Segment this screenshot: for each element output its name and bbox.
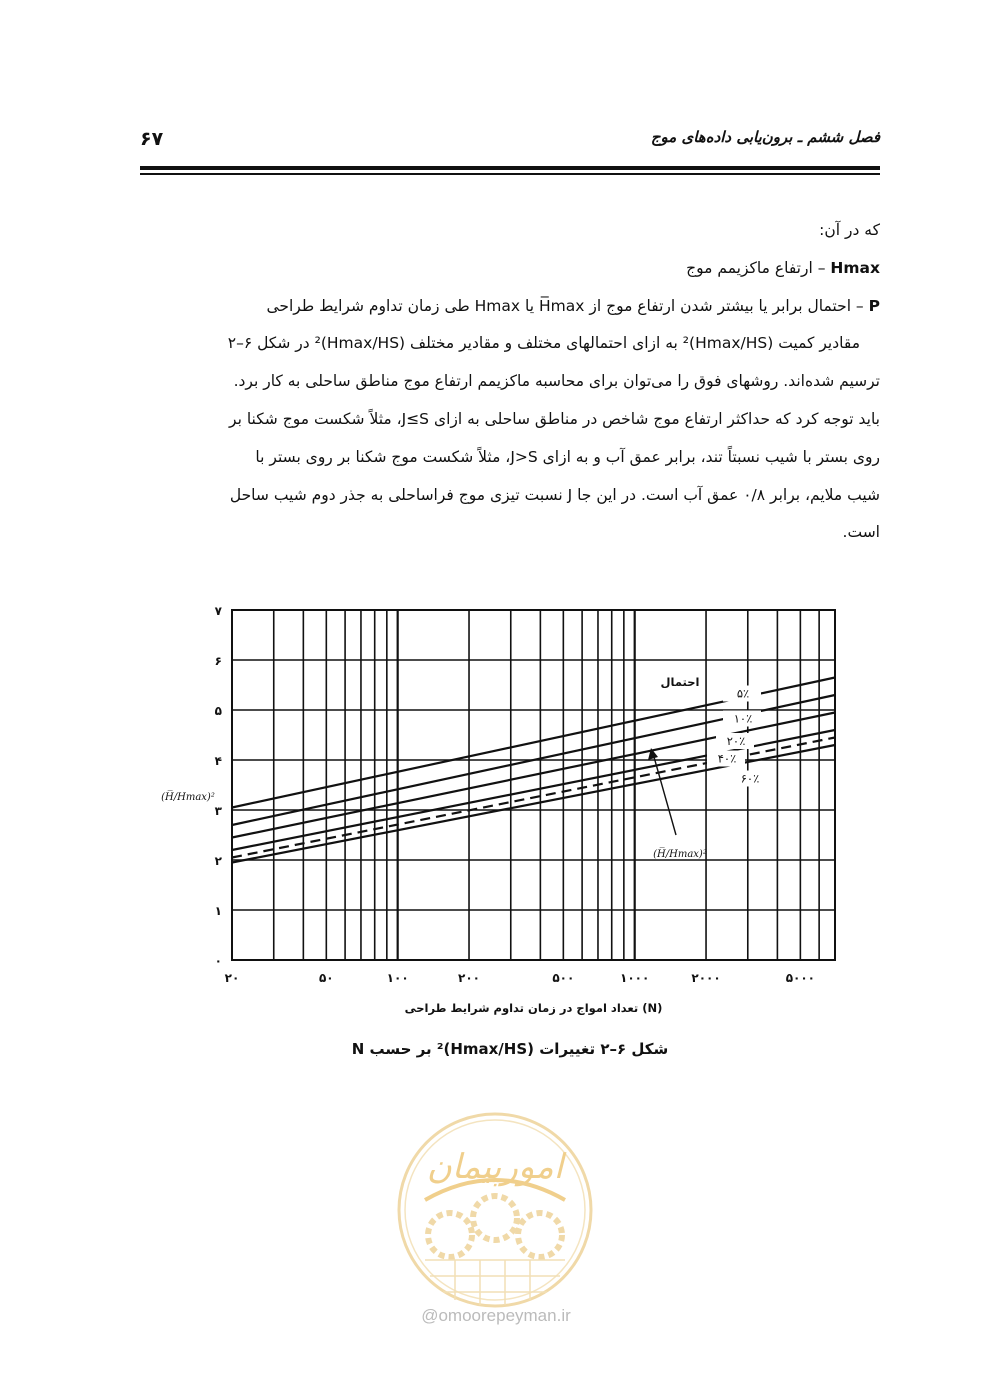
x-tick-label: ۵۰۰	[552, 971, 575, 985]
paragraph-line-3: باید توجه کرد که حداکثر ارتفاع موج شاخص در مناطق ساحلی به ازای J≤S، مثلاً شکست موج شکنا بر	[229, 409, 880, 428]
x-tick-label: ۵۰	[318, 971, 334, 985]
header-rule-thin	[140, 173, 880, 175]
figure-caption: شکل ۶–۲ تغییرات (Hmax/HS)² بر حسب N	[351, 1040, 669, 1058]
paragraph-line-6: است.	[842, 523, 880, 542]
var-p: P	[868, 296, 880, 315]
x-tick-label: ۲۰۰۰	[691, 971, 721, 985]
y-tick-label: ۲	[214, 854, 222, 868]
series-label: ۴۰٪	[717, 751, 737, 766]
y-tick-label: ۰	[214, 954, 222, 968]
running-title: فصل ششم ـ برون‌یابی داده‌های موج	[650, 128, 880, 146]
paragraph-line-4: روی بستر با شیب نسبتاً تند، برابر عمق آب و به ازای J>S، مثلاً شکست موج شکنا بر روی بستر با	[255, 447, 880, 466]
y-tick-label: ۷	[214, 604, 222, 618]
chart-svg	[160, 600, 860, 1020]
x-tick-label: ۲۰۰	[458, 971, 481, 985]
paragraph-line-1: مقادیر کمیت (Hmax/HS)² به ازای احتمالهای مختلف و مقادیر مختلف (Hmax/HS)² در شکل ۶–۲	[227, 334, 860, 353]
definition-hmax	[140, 250, 880, 288]
watermark-url: @omoorepeyman.ir	[421, 1306, 571, 1325]
legend-title: احتمال	[660, 675, 700, 689]
y-tick-label: ۴	[214, 754, 222, 768]
gear-right-icon	[518, 1213, 562, 1257]
definition-p	[140, 288, 880, 326]
y-tick-label: ۶	[214, 654, 222, 668]
y-axis-label: (H̅/Hmax)²	[161, 792, 215, 803]
logo-lettering: امورپیمان	[426, 1147, 564, 1187]
series-label: ۶۰٪	[740, 771, 760, 786]
body-text	[140, 212, 880, 552]
page-number: ۶۷	[140, 128, 164, 150]
logo-ring	[399, 1114, 591, 1306]
x-axis-label: (N) تعداد امواج در زمان تداوم شرایط طراحی	[404, 1001, 663, 1015]
intro-line: که در آن:	[819, 221, 880, 239]
logo-emblem	[385, 1100, 605, 1320]
figure-chart	[160, 600, 860, 1020]
series-label: ۱۰٪	[733, 711, 753, 726]
x-tick-label: ۱۰۰۰	[620, 971, 650, 985]
gear-left-icon	[428, 1213, 472, 1257]
y-tick-label: ۱	[214, 904, 222, 918]
logo-brick-grid	[425, 1260, 565, 1305]
var-hmax: Hmax	[830, 258, 880, 277]
x-tick-label: ۵۰۰۰	[785, 971, 816, 985]
definition-hmax-text: – ارتفاع ماکزیمم موج	[686, 258, 826, 277]
x-tick-label: ۱۰۰	[386, 971, 409, 985]
gear-center-icon	[473, 1196, 517, 1240]
y-tick-label: ۳	[214, 804, 222, 818]
pointer-label: (H̅/Hmax)²	[653, 849, 707, 860]
paragraph-line-5: شیب ملایم، برابر ۰/۸ عمق آب است. در این جا J نسبت تیزی موج فراساحلی به جذر دوم شیب ساحل	[229, 485, 880, 504]
y-tick-label: ۵	[214, 704, 222, 718]
x-tick-label: ۲۰	[224, 971, 240, 985]
header-rule-thick	[140, 166, 880, 170]
page-header	[140, 118, 880, 158]
definition-p-text: – احتمال برابر یا بیشتر شدن ارتفاع موج از H̅max یا Hmax طی زمان تداوم شرایط طراحی	[266, 296, 864, 315]
series-label: ۲۰٪	[726, 734, 746, 748]
series-label: ۵٪	[736, 686, 750, 701]
paragraph-line-2: ترسیم شده‌اند. روشهای فوق را می‌توان برای محاسبه ماکزیمم ارتفاع موج مناطق ساحلی به کار برد.	[233, 372, 880, 391]
watermark-logo	[385, 1100, 605, 1340]
